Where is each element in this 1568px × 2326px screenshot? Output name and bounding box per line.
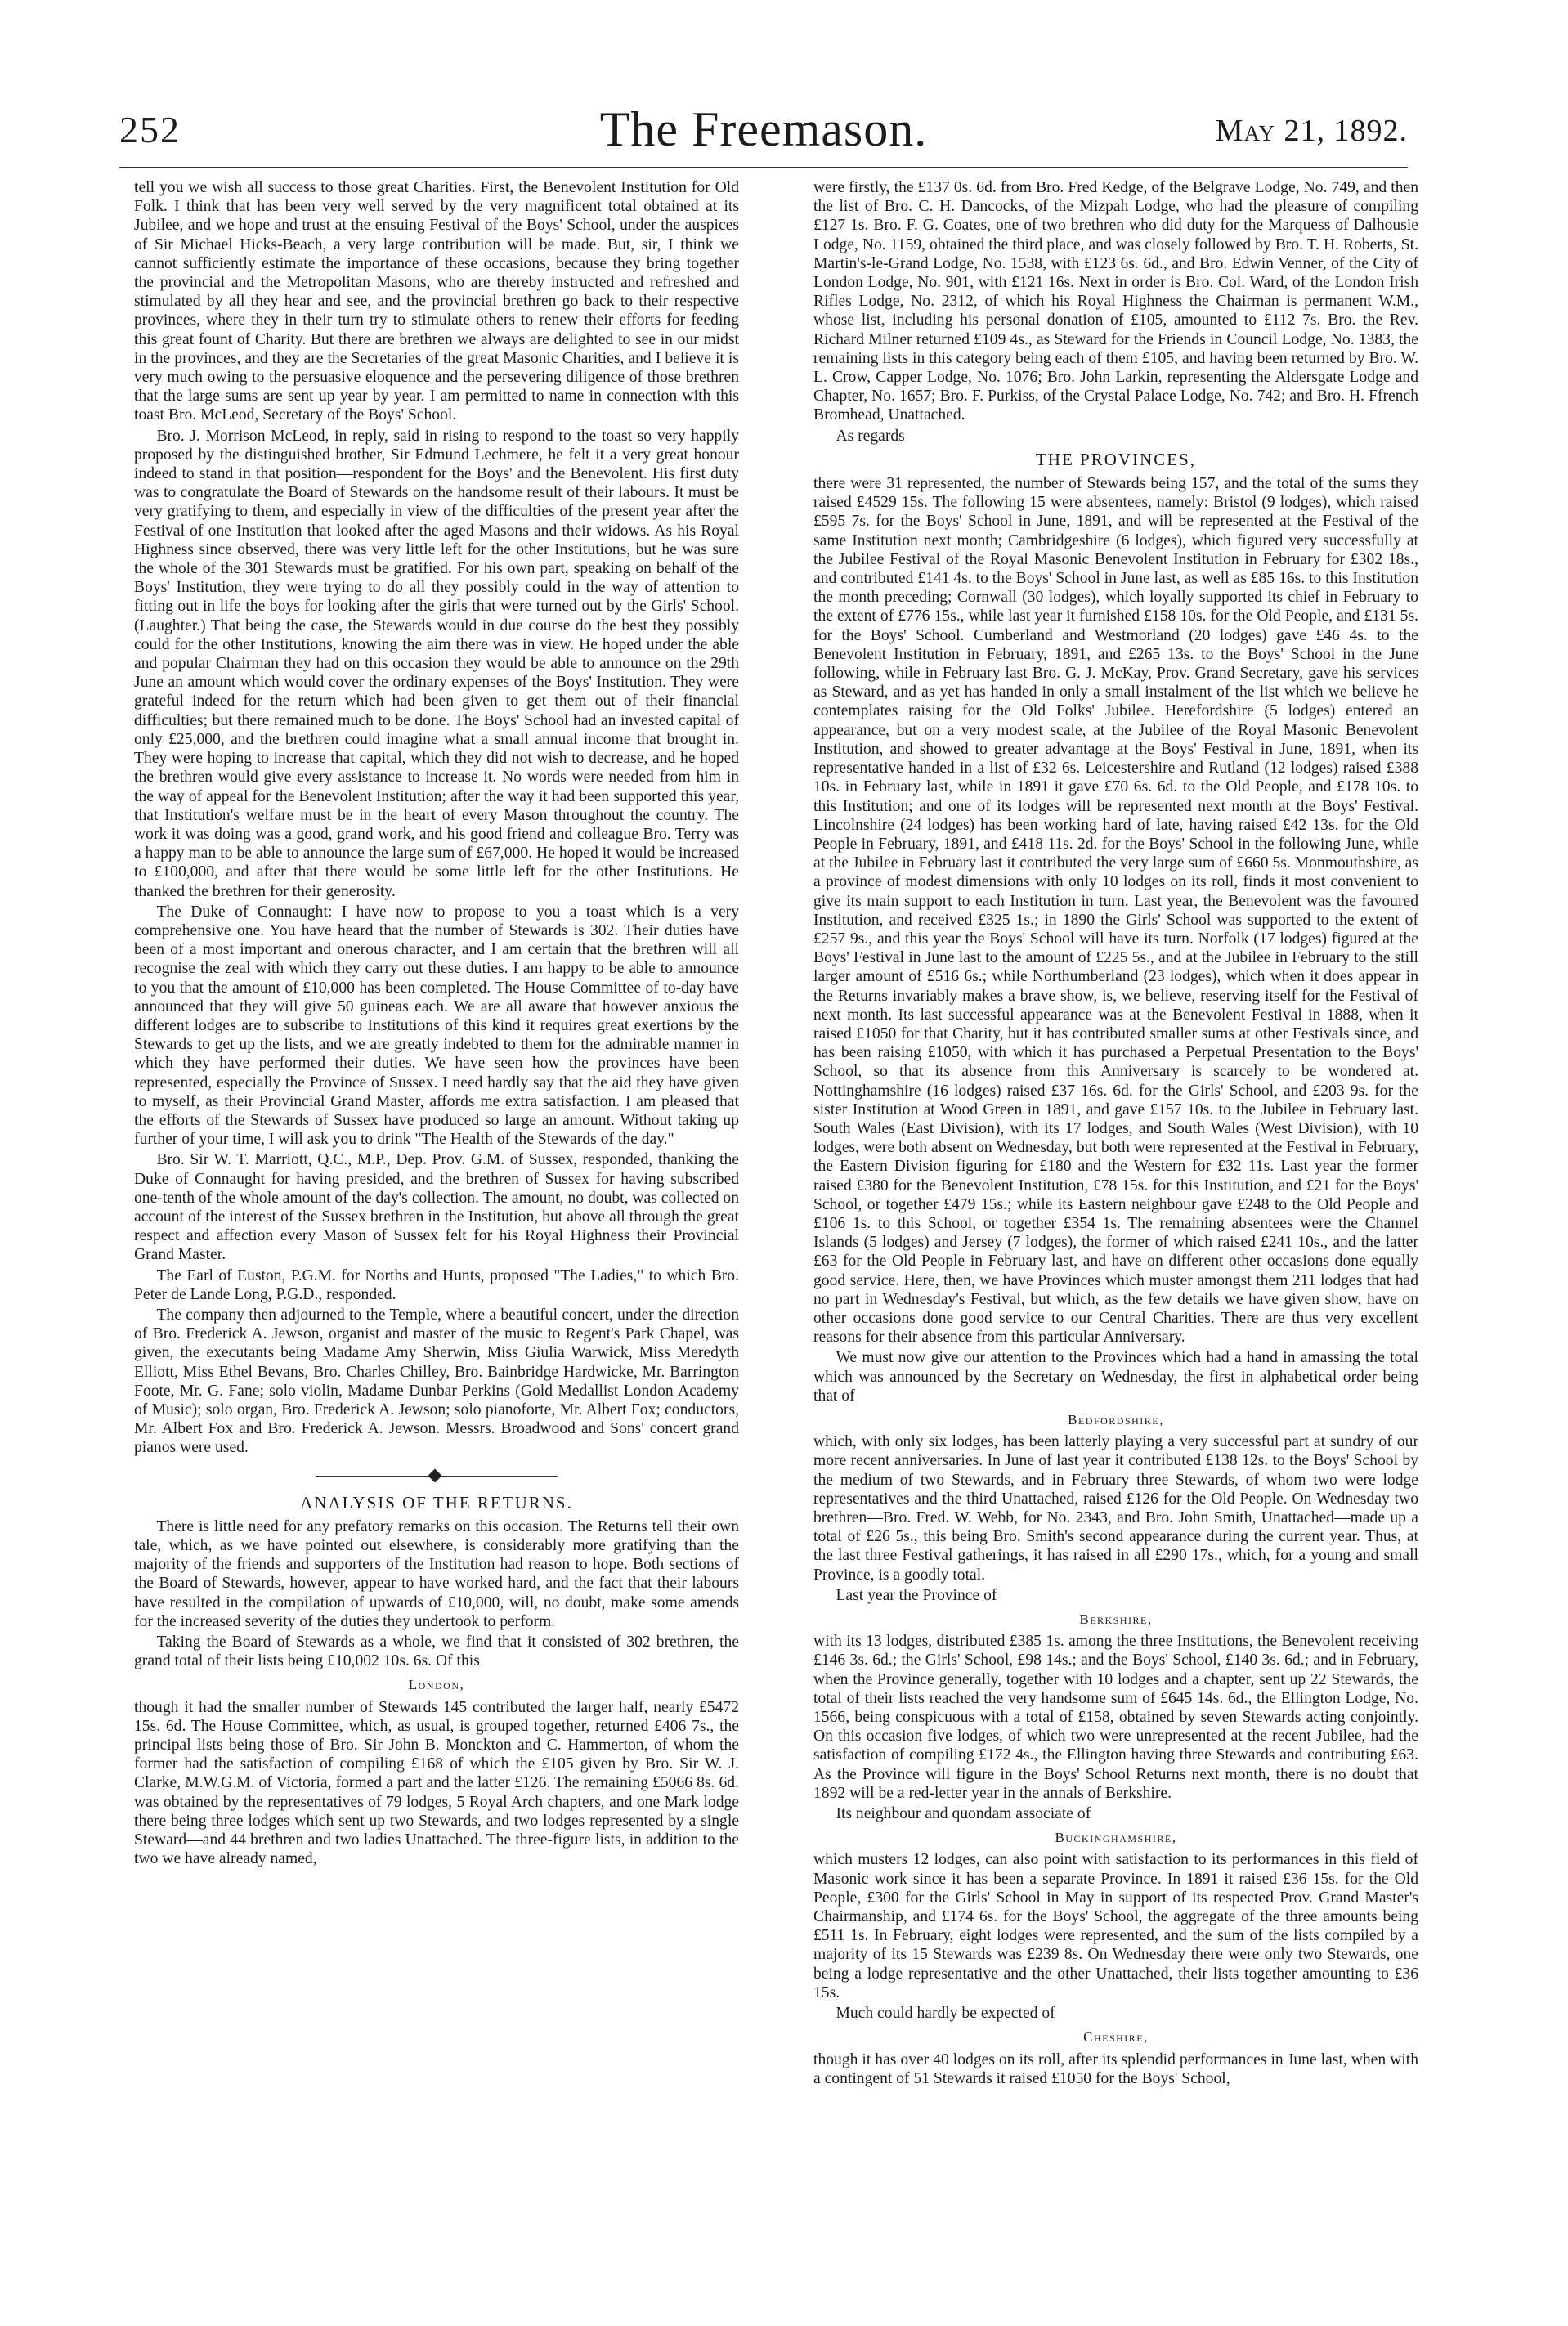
header-rule <box>119 167 1408 168</box>
issue-date: May 21, 1892. <box>1215 114 1408 148</box>
paragraph: with its 13 lodges, distributed £385 1s. among the three Institutions, the Benevolent receiving £146 3s. 6d.; the Girls' School, £98 14s.; and the Boys' School, £140 3s. 6d.; and in February, when the Province generally, together with 10 lodges and a chapter, sent up 22 Stewards, the total of their lists reached the very handsome sum of £645 14s. 6d., the Ellington Lodge, No. 1566, being conspicuous with a total of £158, obtained by seven Stewards acting conjointly. On this occasion five lodges, of which two were unrepresented at the recent Jubilee, had the satisfaction of compiling £172 4s., the Ellington having three Stewards and contributing £63. As the Province will figure in the Boys' School Returns next month, there is no doubt that 1892 will be a red-letter year in the annals of Berkshire. <box>813 1633 1418 1802</box>
section-divider <box>134 1466 739 1487</box>
masthead <box>119 102 1408 157</box>
section-heading: ANALYSIS OF THE RETURNS. <box>300 1492 573 1513</box>
paragraph: We must now give our attention to the Provinces which had a hand in amassing the total which was announced by the Secretary on Wednesday, the first in alphabetical order being that of <box>813 1349 1418 1405</box>
paragraph: The company then adjourned to the Temple, where a beautiful concert, under the direction of Bro. Frederick A. Jewson, organist and master of the music to Regent's Park Chapel, was given, the executants being Madame Amy Sherwin, Miss Giulia Warwick, Miss Meredyth Elliott, Miss Ethel Bevans, Bro. Charles Chilley, Bro. Bainbridge Hardwicke, Mr. Barrington Foote, Mr. G. Fane; solo violin, Madame Dunbar Perkins (Gold Medallist London Academy of Music); solo organ, Bro. Frederick A. Jewson; solo pianoforte, Mr. Albert Fox; conductors, Mr. Albert Fox and Bro. Frederick A. Jewson. Messrs. Broadwood and Sons' concert grand pianos were used. <box>134 1306 739 1457</box>
left-column <box>134 178 739 2304</box>
paragraph: though it has over 40 lodges on its roll, after its splendid performances in June last, when with a contingent of 51 Stewards it raised £1050 for the Boys' School, <box>813 2050 1418 2087</box>
subheading-buckinghamshire: Buckinghamshire, <box>1055 1830 1177 1846</box>
subheading-bedfordshire: Bedfordshire, <box>1068 1412 1164 1427</box>
paragraph: Much could hardly be expected of <box>836 2005 1055 2023</box>
paragraph: The Earl of Euston, P.G.M. for Norths and Hunts, proposed "The Ladies," to which Bro. Peter de Lande Long, P.G.D., responded. <box>134 1266 739 1303</box>
paragraph: There is little need for any prefatory remarks on this occasion. The Returns tell their own tale, which, as we have pointed out elsewhere, is considerably more gratifying than the majority of the friends and supporters of the Institution had reason to hope. Both sections of the Board of Stewards, however, appear to have worked hard, and the fact that their labours have resulted in the compilation of upwards of £10,000, will, no doubt, make some amends for the increased severity of the duties they undertook to perform. <box>134 1517 739 1630</box>
divider-diamond <box>428 1468 442 1482</box>
paragraph: The Duke of Connaught: I have now to propose to you a toast which is a very comprehensive one. You have heard that the number of Stewards is 302. Their duties have been of a most important and onerous character, and I am certain that the brethren will all recognise the zeal with which they carry out these duties. I am happy to be able to announce to you that the amount of £10,000 has been completed. The House Committee of to-day have announced that they will give 50 guineas each. We are all aware that however anxious the different lodges are to subscribe to Institutions of this kind it requires great exertions by the Stewards to get up the lists, and we are greatly indebted to them for the admirable manner in which they have performed their duties. We have seen how the provinces have been represented, especially the Province of Sussex. I need hardly say that the aid they have given to myself, as their Provincial Grand Master, affords me extra satisfaction. I am pleased that the efforts of the Stewards of Sussex have produced so large an amount. Without taking up further of your time, I will ask you to drink "The Health of the Stewards of the day." <box>134 903 739 1149</box>
paragraph: Last year the Province of <box>836 1586 997 1604</box>
page-number: 252 <box>119 109 181 150</box>
paragraph: Bro. Sir W. T. Marriott, Q.C., M.P., Dep. Prov. G.M. of Sussex, responded, thanking the Duke of Connaught for having presided, and the brethren of Sussex for having subscribed one-tenth of the whole amount of the day's collection. The amount, no doubt, was collected on account of the interest of the Sussex brethren in the Institution, but above all through the great respect and affection every Mason of Sussex felt for his Royal Highness their Provincial Grand Master. <box>134 1151 739 1264</box>
paragraph: As regards <box>836 427 905 445</box>
paragraph: were firstly, the £137 0s. 6d. from Bro. Fred Kedge, of the Belgrave Lodge, No. 749, and then the list of Bro. C. H. Dancocks, of the Mizpah Lodge, who had the pleasure of compiling £127 1s. Bro. F. G. Coates, one of two brethren who did duty for the Marquess of Dalhousie Lodge, No. 1159, obtained the third place, and was closely followed by Bro. T. H. Roberts, St. Martin's-le-Grand Lodge, No. 1538, with £123 6s. 6d., and Bro. Edwin Venner, of the City of London Lodge, No. 901, with £121 16s. Next in order is Bro. Col. Ward, of the London Irish Rifles Lodge, No. 2312, of which his Royal Highness the Chairman is permanent W.M., whose list, including his personal donation of £105, amounted to £112 7s. Bro. the Rev. Richard Milner returned £109 4s., as Steward for the Friends in Council Lodge, No. 1383, the remaining lists in this category being each of them £105, and having been returned by Bro. W. L. Crow, Capper Lodge, No. 1076; Bro. John Larkin, representing the Aldersgate Lodge and Chapter, No. 1657; Bro. F. Purkiss, of the Crystal Palace Lodge, No. 742; and Bro. H. Ffrench Bromhead, Unattached. <box>813 179 1418 424</box>
paragraph: Taking the Board of Stewards as a whole, we find that it consisted of 302 brethren, the grand total of their lists being £10,002 10s. 6s. Of this <box>134 1634 739 1670</box>
paragraph: though it had the smaller number of Stewards 145 contributed the larger half, nearly £5472 15s. 6d. The House Committee, which, as usual, is grouped together, returned £406 7s., the principal lists being those of Bro. Sir John B. Monckton and C. Hammerton, of whom the former had the satisfaction of compiling £168 of which the £105 given by Bro. Sir W. J. Clarke, M.W.G.M. of Victoria, formed a part and the latter £126. The remaining £5066 8s. 6d. was obtained by the representatives of 79 lodges, 5 Royal Arch chapters, and one Mark lodge there being three lodges which sent up two Stewards, and two lodges represented by a single Steward—and 44 brethren and two ladies Unattached. The three-figure lists, in addition to the two we have already named, <box>134 1698 739 1868</box>
paragraph: there were 31 represented, the number of Stewards being 157, and the total of the sums they raised £4529 15s. The following 15 were absentees, namely: Bristol (9 lodges), which raised £595 7s. for the Boys' School in June, 1891, and will be represented at the Festival of the same Institution next month; Cambridgeshire (6 lodges), which figured very successfully at the Jubilee Festival of the Royal Masonic Benevolent Institution in February for £302 18s., and contributed £141 4s. to the Boys' School in June last, as well as £85 16s. to this Institution the month preceding; Cornwall (30 lodges), which loyally supported its chief in February to the extent of £776 15s., while last year it furnished £158 10s. for the Old People, and £131 5s. for the Boys' School. Cumberland and Westmorland (20 lodges) gave £46 4s. to the Benevolent Institution in February, 1891, and £265 13s. to the Boys' School in the June following, while in February last Bro. G. J. McKay, Prov. Grand Secretary, gave his services as Steward, and as yet has handed in only a small instalment of the list which we believe he contemplates raising for the Old Folks' Jubilee. Herefordshire (5 lodges) entered an appearance, but on a very modest scale, at the Jubilee of the Royal Masonic Benevolent Institution, and showed to greater advantage at the Boys' Festival in June, 1891, when its representative handed in a list of £32 6s. Leicestershire and Rutland (12 lodges) raised £388 10s. in February last, while in 1891 it gave £70 6s. 6d. to the Old People, and £178 10s. to this Institution; and one of its lodges will be represented next month at the Boys' Festival. Lincolnshire (24 lodges) has been working hard of late, having raised £42 13s. for the Old People in February, 1891, and £418 11s. 2d. for the Boys' School in the following June, while at the Jubilee in February last it contributed the very large sum of £660 5s. Monmouthshire, as a province of modest dimensions with only 10 lodges on its roll, finds it most convenient to give its main support to each Institution in turn. Last year, the Benevolent was the favoured Institution, and received £325 1s.; in 1890 the Girls' School was supported to the extent of £257 9s., and this year the Boys' School will have its turn. Norfolk (17 lodges) figured at the Boys' Festival in June last to the amount of £225 5s., and at the Jubilee in February to the still larger amount of £516 6s.; while Northumberland (23 lodges), which when it does appear in the Returns invariably makes a brave show, is, we believe, reserving itself for the Festival of next month. Its last successful appearance was at the Benevolent Festival in 1888, when it raised £1050 for that Charity, but it has contributed smaller sums at other Festivals since, and has been raising £1050, with which it has purchased a Perpetual Presentation to the Boys' School, so that its absence from this Anniversary is scarcely to be wondered at. Nottinghamshire (16 lodges) raised £37 16s. 6d. for the Girls' School, and £203 9s. for the sister Institution at Wood Green in 1891, and gave £157 10s. to the Jubilee in February last. South Wales (East Division), with its 17 lodges, and South Wales (West Division), with 10 lodges, were both absent on Wednesday, but both were represented at the Festival in February, the Eastern Division figuring for £180 and the Western for £32 11s. Last year the former raised £380 for the Benevolent Institution, £78 15s. for this Institution, and £21 for the Boys' School, or together £479 15s.; while its Eastern neighbour gave £248 to the Old People and £106 1s. to this School, or together £354 1s. The remaining absentees were the Channel Islands (5 lodges) and Jersey (7 lodges), the former of which raised £241 10s., and the latter £63 for the Old People in February last, and have on different other occasions done equally good service. Here, then, we have Provinces which muster amongst them 211 lodges that had no part in Wednesday's Festival, but which, as the few details we have given show, have on other occasions done good service to our Central Charities. There are thus very excellent reasons for their absence from this particular Anniversary. <box>813 475 1418 1347</box>
paragraph: which, with only six lodges, has been latterly playing a very successful part at sundry of our more recent anniversaries. In June of last year it contributed £138 12s. to the Boys' School by the medium of two Stewards, and in February three Stewards, of whom two were lodge representatives and the third Unattached, raised £126 for the Old People. On Wednesday two brethren—Bro. Fred. W. Webb, for No. 2343, and Bro. John Smith, Unattached—made up a total of £26 5s., this being Bro. Smith's second appearance during the current year. Thus, at the last three Festival gatherings, it has raised in all £290 17s., which, for a young and small Province, is a goodly total. <box>813 1433 1418 1584</box>
subheading-cheshire: Cheshire, <box>1083 2029 1149 2046</box>
right-column <box>813 178 1418 2304</box>
section-heading: THE PROVINCES, <box>1035 449 1196 469</box>
subheading-berkshire: Berkshire, <box>1079 1611 1153 1628</box>
paragraph: Its neighbour and quondam associate of <box>836 1805 1091 1823</box>
paragraph: which musters 12 lodges, can also point with satisfaction to its performances in this field of Masonic work since it has been a separate Province. In 1891 it raised £36 15s. for the Old People, £300 for the Girls' School in May in support of its respected Prov. Grand Master's Chairmanship, and £174 6s. for the Boys' School, the aggregate of the three amounts being £511 1s. In February, eight lodges were represented, and the sum of the lists compiled by a majority of its 15 Stewards was £239 8s. On Wednesday there were only two Stewards, one being a lodge representative and the other Unattached, their lists together amounting to £36 15s. <box>813 1851 1418 2001</box>
subheading-london: London, <box>408 1677 465 1693</box>
newspaper-title: The Freemason. <box>599 102 928 156</box>
paragraph: Bro. J. Morrison McLeod, in reply, said in rising to respond to the toast so very happily proposed by the distinguished brother, Sir Edmund Lechmere, he felt it a very great honour indeed to stand in that position—respondent for the Boys' and the Benevolent. His first duty was to congratulate the Board of Stewards on the handsome result of their labours. It must be very gratifying to them, and especially in view of the difficulties of the present year after the Festival of one Institution that looked after the aged Masons and their widows. As his Royal Highness since observed, there was very little left for the other Institutions, but he was sure the whole of the 301 Stewards must be gratified. For his own part, speaking on behalf of the Boys' Institution, they were trying to do all they possibly could in the way of attention to fitting out in life the boys for looking after the girls that were turned out by the Girls' School. (Laughter.) That being the case, the Stewards would in due course do the best they possibly could for the other Institutions, knowing the aim there was in view. He hoped under the able and popular Chairman they had on this occasion they would be able to announce on the 29th June an amount which would cover the ordinary expenses of the Boys' Institution. They were grateful indeed for the return which had been given to get them out of their financial difficulties; but there remained much to be done. The Boys' School had an invested capital of only £25,000, and the brethren could imagine what a small annual income that brought in. They were hoping to increase that capital, which they did not wish to decrease, and he hoped the brethren would give every assistance to increase it. No words were needed from him in the way of appeal for the Benevolent Institution; after the way it had been supported this year, that Institution's welfare must be in the heart of every Mason throughout the country. The work it was doing was a good, grand work, and his good friend and colleague Bro. Terry was a happy man to be able to announce the large sum of £67,000. He hoped it would be increased to £100,000, and after that there would be some little left for the other Institutions. He thanked the brethren for their generosity. <box>134 427 739 900</box>
paragraph: tell you we wish all success to those great Charities. First, the Benevolent Institution for Old Folk. I think that has been very well served by the very magnificent total obtained at its Jubilee, and we hope and trust at the ensuing Festival of the Boys' School, under the auspices of Sir Michael Hicks-Beach, a very large contribution will be made. But, sir, I think we cannot sufficiently estimate the importance of these occasions, because they bring together the provincial and the Metropolitan Masons, who are thereby instructed and refreshed and stimulated by all they hear and see, and the provincial brethren go back to their respective provinces, where they in their turn try to stimulate others to renew their efforts for feeding this great fount of Charity. But there are brethren we always are delighted to see in our midst in the provinces, and they are the Secretaries of the great Masonic Charities, and I believe it is very much owing to the persuasive eloquence and the persevering diligence of those brethren that the large sums are sent up year by year. I am permitted to name in connection with this toast Bro. McLeod, Secretary of the Boys' School. <box>134 179 739 424</box>
